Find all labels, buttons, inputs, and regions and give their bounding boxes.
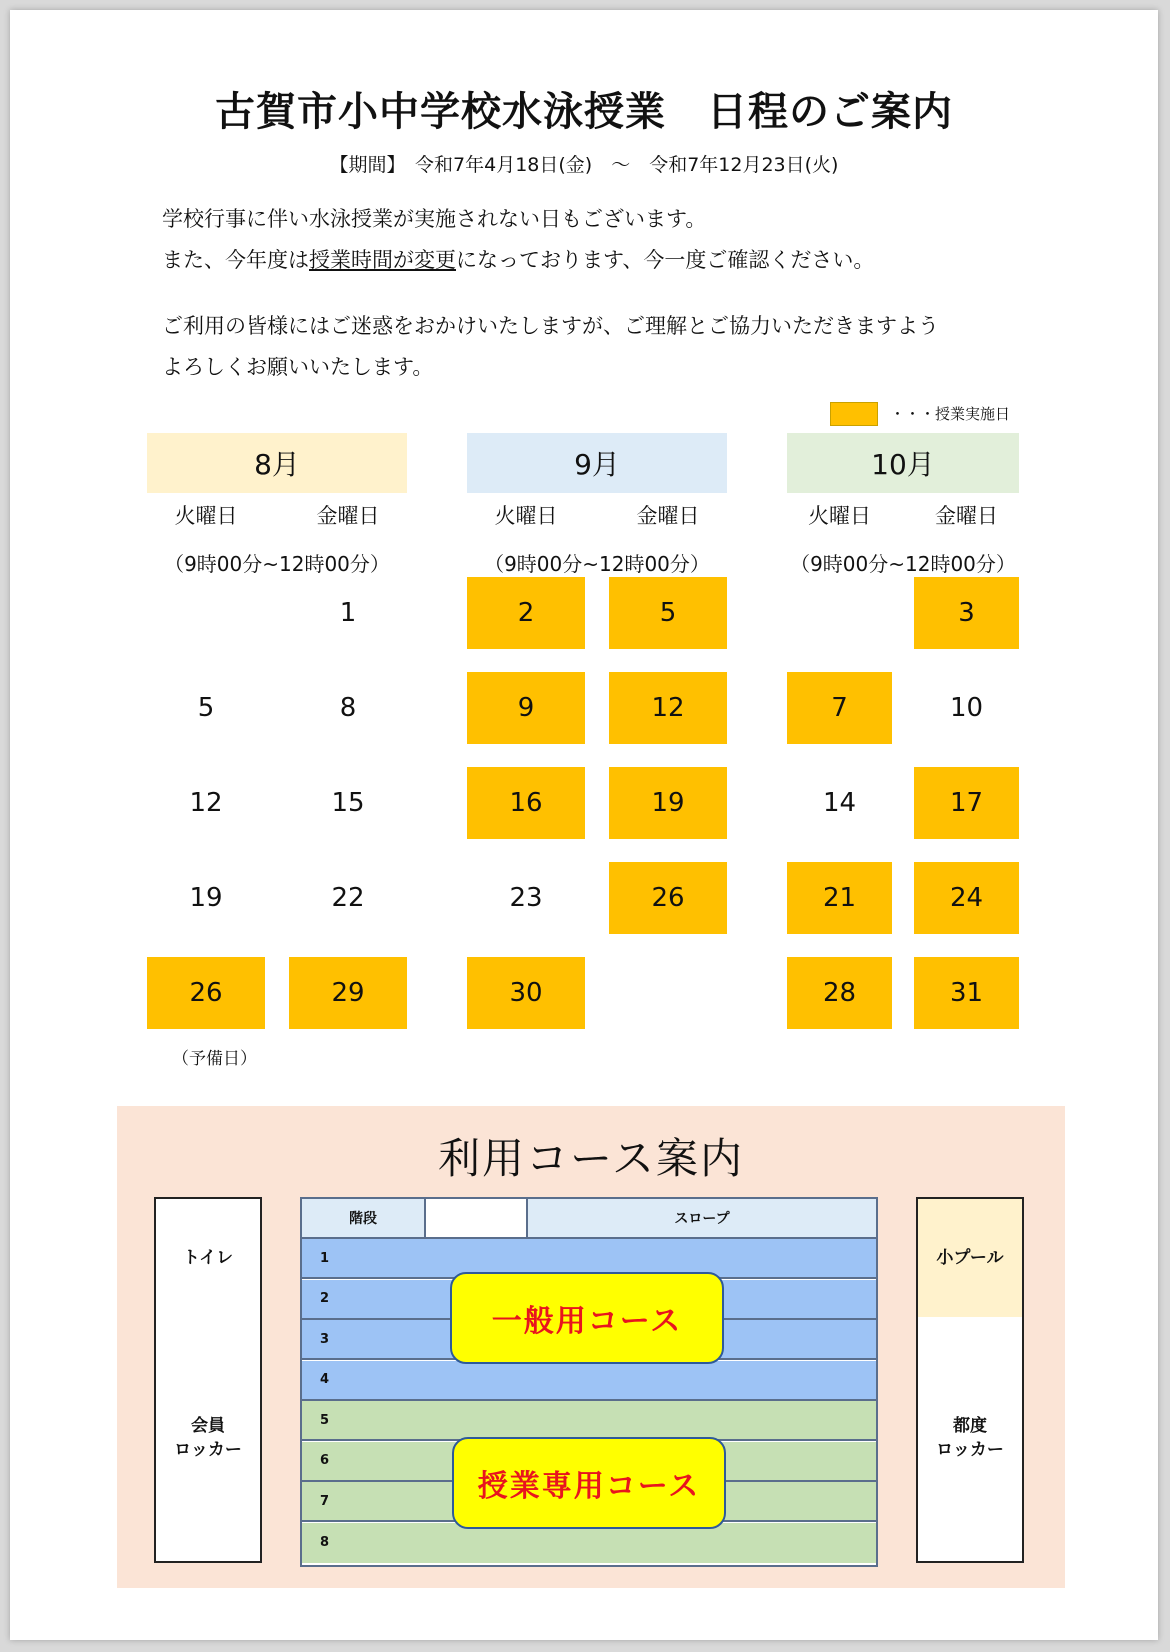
course-guide-title: 利用コース案内 [438,1134,744,1183]
calendar-day-cell: 5 [197,693,215,723]
calendar-day-cell: 24 [914,862,1019,934]
calendar-day-cell: 1 [339,598,357,628]
calendar-day-cell: 21 [787,862,892,934]
tuesday-label: 火曜日 [808,504,871,528]
calendar-day-cell: 28 [787,957,892,1029]
legend-label: ・・・授業実施日 [890,405,1011,423]
month-header: 8月 [147,433,407,493]
intro-line-1: 学校行事に伴い水泳授業が実施されない日もございます。 [162,207,707,231]
calendar-day-cell: 30 [467,957,585,1029]
calendar-day-cell: 5 [609,577,727,649]
pool-header [302,1199,876,1239]
friday-label: 金曜日 [935,504,998,528]
tuesday-label: 火曜日 [494,504,558,528]
calendar-day-cell: 8 [339,693,357,723]
calendar-day-cell: 31 [914,957,1019,1029]
period-text: 【期間】 令和7年4月18日(金) ～ 令和7年12月23日(火) [329,154,839,176]
calendar-day-cell: 16 [467,767,585,839]
small-pool-box: 小プール [916,1197,1024,1321]
slope-label: スロープ [528,1199,876,1239]
reserve-day-note: （予備日） [172,1049,257,1069]
month-header: 10月 [787,433,1019,493]
pool-lane: 4 [302,1361,876,1401]
calendar-day-cell: 19 [189,883,223,913]
calendar-day-cell: 7 [787,672,892,744]
pool-lane: 2 [302,1280,876,1320]
toilet-box: トイレ [154,1197,262,1321]
class-hours: （9時00分~12時00分） [484,552,710,576]
page-title: 古賀市小中学校水泳授業 日程のご案内 [215,89,953,135]
pool-lane: 6 [302,1442,876,1482]
pool-lane: 7 [302,1482,876,1522]
calendar-day-cell: 15 [331,788,365,818]
intro-line-3: ご利用の皆様にはご迷惑をおかけいたしますが、ご理解とご協力いただきますよう [162,314,939,338]
class-hours: （9時00分~12時00分） [790,552,1016,576]
month-header: 9月 [467,433,727,493]
legend-swatch [830,402,878,426]
general-course-label: 一般用コース [450,1272,724,1364]
document-page [10,10,1158,1640]
friday-label: 金曜日 [636,504,700,528]
pool-lane: 1 [302,1239,876,1279]
calendar-day-cell: 3 [914,577,1019,649]
lesson-course-label: 授業専用コース [452,1437,726,1529]
intro-line-2 [162,244,874,274]
calendar-day-cell: 12 [609,672,727,744]
calendar-day-cell: 9 [467,672,585,744]
calendar-day-cell: 2 [467,577,585,649]
pool-lane: 3 [302,1320,876,1360]
stairs-label: 階段 [302,1199,426,1239]
per-use-locker-box: 都度 ロッカー [916,1317,1024,1563]
intro-line-2-underline: 授業時間が変更 [309,248,456,272]
pool-lane: 5 [302,1401,876,1441]
calendar-day-cell: 26 [609,862,727,934]
calendar-day-cell [147,577,265,649]
course-guide-panel [117,1106,1065,1588]
main-pool [300,1197,878,1567]
calendar-day-cell: 10 [949,693,984,723]
calendar-day-cell [609,957,727,1029]
calendar-day-cell: 17 [914,767,1019,839]
calendar-day-cell: 26 [147,957,265,1029]
intro-line-4: よろしくお願いいたします。 [162,355,434,379]
class-hours: （9時00分~12時00分） [164,552,390,576]
calendar-day-cell: 22 [331,883,365,913]
tuesday-label: 火曜日 [174,504,238,528]
calendar-day-cell: 23 [509,883,543,913]
intro-line-2-post: になっております、今一度ご確認ください。 [456,248,875,272]
calendar-day-cell: 19 [609,767,727,839]
calendar-day-cell: 29 [289,957,407,1029]
friday-label: 金曜日 [316,504,380,528]
calendar-day-cell: 12 [189,788,223,818]
calendar-day-cell [787,577,892,649]
member-locker-box: 会員 ロッカー [154,1317,262,1563]
header-blank [426,1199,528,1239]
pool-lane: 8 [302,1523,876,1563]
intro-line-2-pre: また、今年度は [162,248,309,272]
calendar-day-cell: 14 [822,788,857,818]
